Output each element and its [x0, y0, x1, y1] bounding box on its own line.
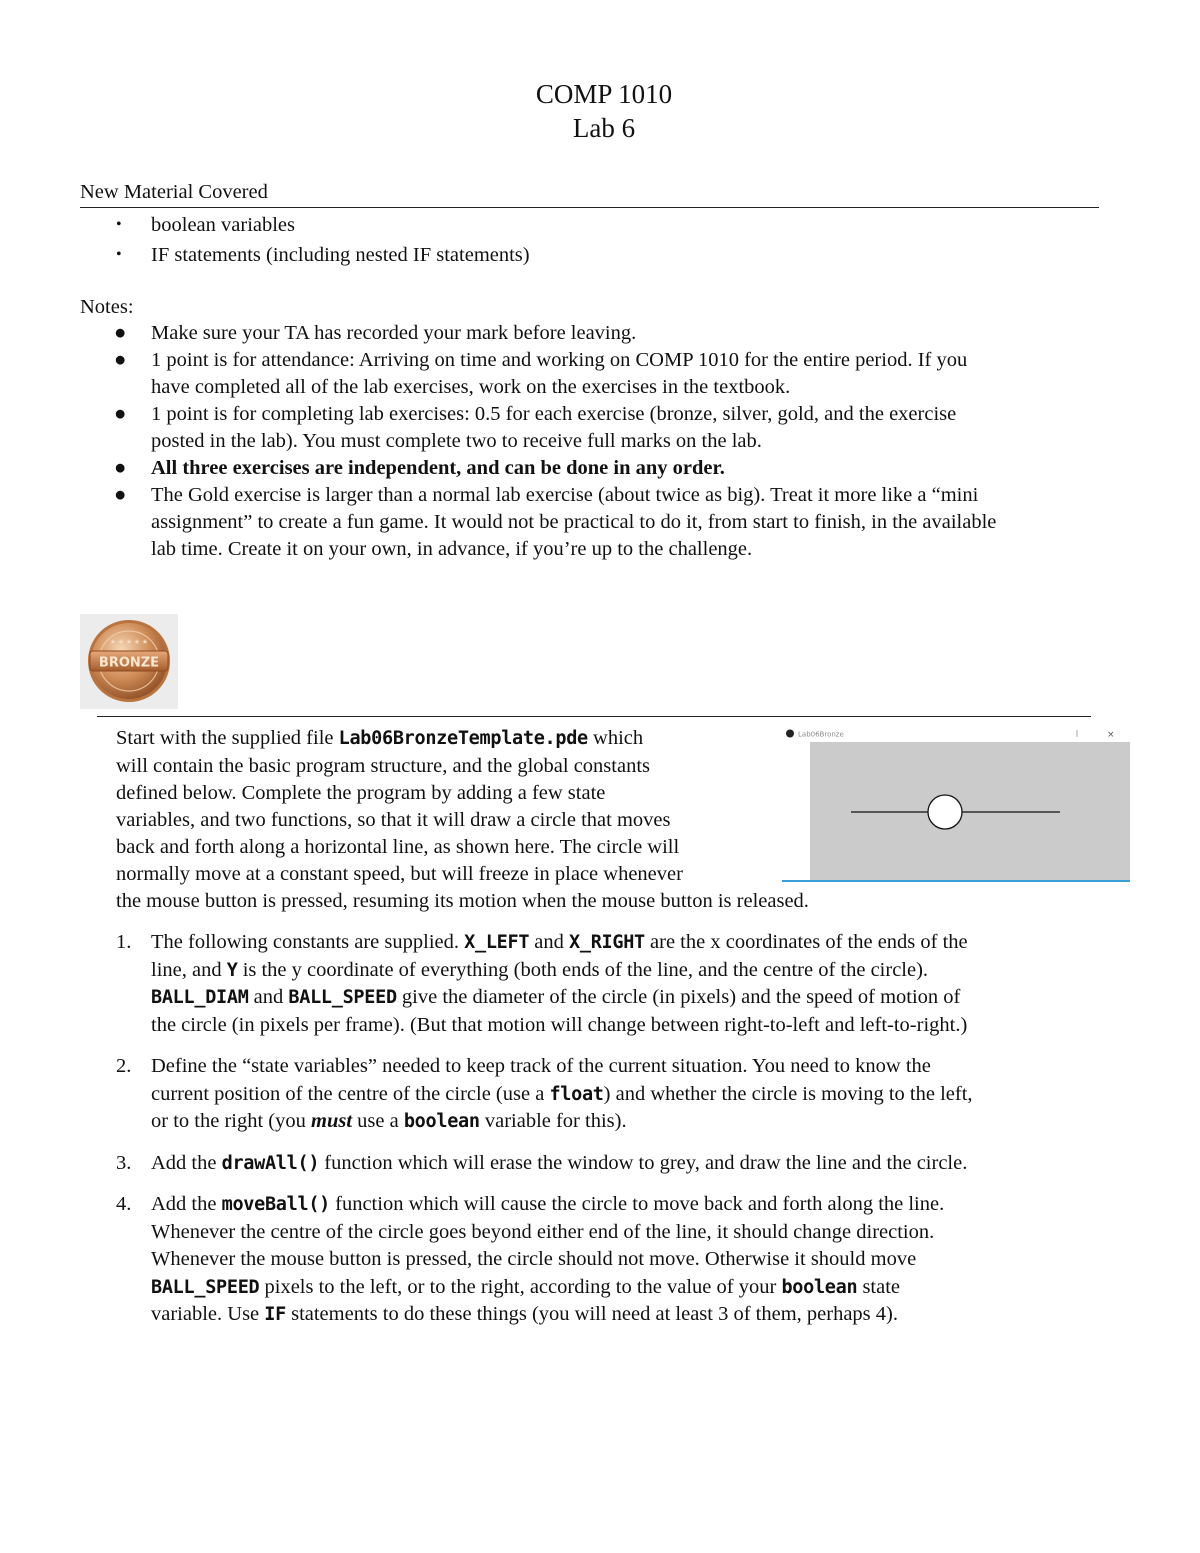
bullet-icon: ●	[114, 457, 127, 479]
material-list	[80, 210, 530, 270]
bullet-icon: •	[116, 216, 122, 233]
list-item: 4. Add the moveBall() function which will cause the circle to move back and forth along the line. Whenever the centre of the circle goes beyond either end of the line, it should change direction. Whenever the mouse button is pressed, the circle should not move. Otherwise it should move BALL_SPEED pixels to the left, or to the right, according to the value of your boolean state variable. Use IF statements to do these things (you will need at least 3 of them, perhaps 4).	[116, 1193, 945, 1325]
list-item: 2. Define the “state variables” needed to keep track of the current situation. You need to know the current position of the centre of the circle (use a float) and whether the circle is moving to the left, or to the right (you must use a boolean variable for this).	[116, 1055, 973, 1132]
list-item: ● All three exercises are independent, and can be done in any order.	[80, 455, 996, 482]
filename-code: Lab06BronzeTemplate.pde	[338, 728, 588, 749]
list-item: • boolean variables	[80, 210, 530, 240]
list-item: ● The Gold exercise is larger than a normal lab exercise (about twice as big). Treat it more like a “mini assignment” to create a fun game. It would not be practical to do it, from start to finish, in the available lab time. Create it on your own, in advance, if you’re up to the challenge.	[114, 484, 997, 560]
list-item: ● Make sure your TA has recorded your mark before leaving.	[80, 320, 996, 347]
close-icon[interactable]: ×	[1107, 730, 1115, 740]
steps-list	[80, 929, 973, 1343]
lab-title: Lab 6	[572, 113, 636, 143]
bullet-icon: ●	[114, 403, 127, 425]
bullet-icon: •	[116, 246, 122, 263]
processing-sketch-window	[782, 726, 1130, 882]
list-item: 1. The following constants are supplied. X_LEFT and X_RIGHT are the x coordinates of the ends of the line, and Y is the y coordinate of everything (both ends of the line, and the centre of the circle). BALL_DIAM and BALL_SPEED give the diameter of the circle (in pixels) and the speed of motion of the circle (in pixels per frame). (But that motion will change between right-to-left and left-to-right.)	[116, 931, 968, 1036]
notes-heading: Notes:	[80, 296, 134, 318]
list-item: 3. Add the drawAll() function which will erase the window to grey, and draw the line and the circle.	[116, 1151, 968, 1174]
bronze-medal-icon	[80, 614, 178, 709]
bullet-icon: ●	[114, 484, 127, 506]
badge-text: BRONZE	[98, 655, 160, 671]
list-item: ● 1 point is for attendance: Arriving on time and working on COMP 1010 for the entire period. If you have completed all of the lab exercises, work on the exercises in the textbook.	[114, 349, 968, 398]
list-item: ● 1 point is for completing lab exercises: 0.5 for each exercise (bronze, silver, gold, and the exercise posted in the lab). You must complete two to receive full marks on the lab.	[114, 403, 957, 452]
bullet-icon: ●	[114, 322, 127, 344]
window-title: Lab06Bronze	[798, 730, 844, 739]
svg-text:★ ★ ★ ★ ★: ★ ★ ★ ★ ★	[109, 638, 149, 646]
notes-list	[80, 320, 996, 563]
course-title: COMP 1010	[535, 79, 673, 109]
bullet-icon: ●	[114, 349, 127, 371]
material-heading: New Material Covered	[80, 181, 268, 203]
bronze-divider	[97, 716, 1091, 717]
ball-circle	[928, 795, 962, 829]
list-item: • IF statements (including nested IF statements)	[80, 240, 530, 270]
section-divider	[80, 207, 1099, 208]
bronze-badge-icon	[80, 614, 178, 709]
sketch-canvas	[810, 742, 1130, 880]
app-icon	[786, 730, 794, 738]
